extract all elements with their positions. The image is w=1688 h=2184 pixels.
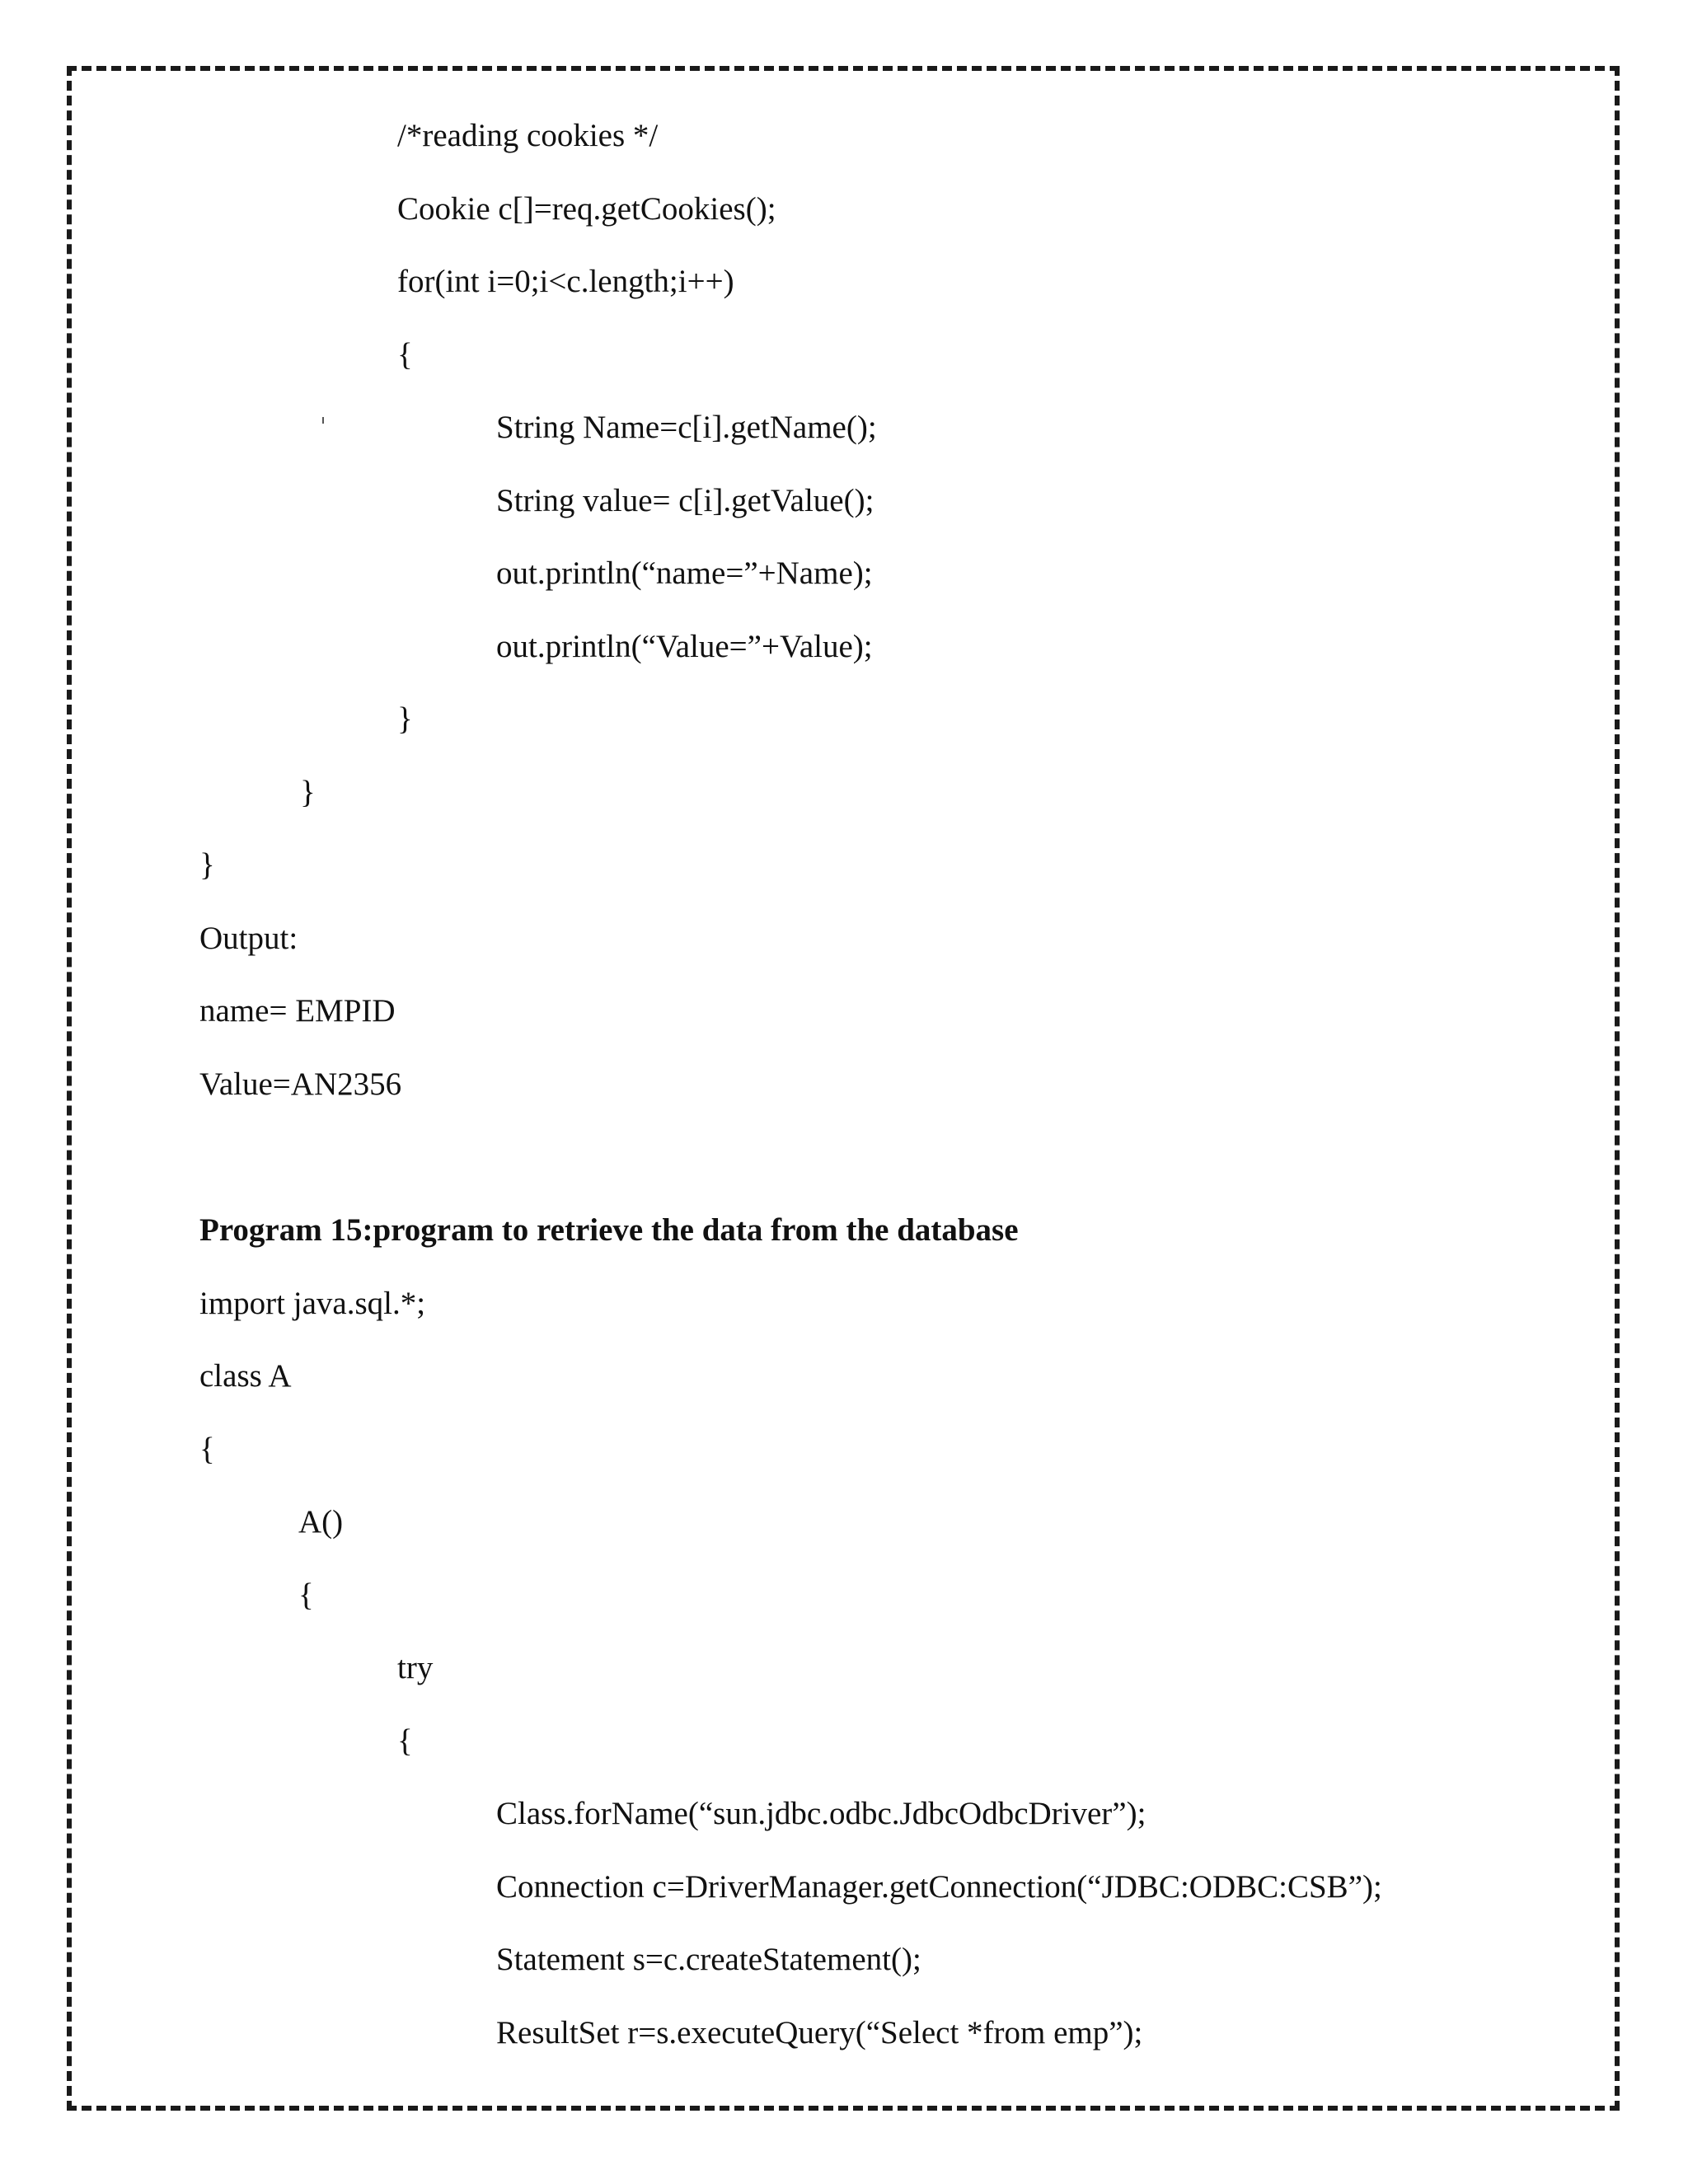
code-brace-open-class: {	[199, 1432, 215, 1467]
code-line-create-statement: Statement s=c.createStatement();	[496, 1942, 921, 1977]
code-comment-reading-cookies: /*reading cookies */	[397, 118, 659, 153]
output-label: Output:	[199, 921, 298, 956]
code-line-get-cookies: Cookie c[]=req.getCookies();	[397, 191, 776, 227]
code-line-class-forname: Class.forName(“sun.jdbc.odbc.JdbcOdbcDriver”);	[496, 1796, 1146, 1831]
code-line-import: import java.sql.*;	[199, 1286, 426, 1321]
stray-mark	[322, 417, 324, 424]
code-line-try: try	[397, 1650, 434, 1685]
code-brace-open-try: {	[397, 1723, 413, 1759]
code-line-get-name: String Name=c[i].getName();	[496, 410, 877, 445]
code-line-get-connection: Connection c=DriverManager.getConnection(“JDBC:ODBC:CSB”);	[496, 1869, 1382, 1905]
code-line-get-value: String value= c[i].getValue();	[496, 483, 874, 518]
code-brace-close-loop: }	[397, 701, 413, 737]
program-15-heading: Program 15:program to retrieve the data from the database	[199, 1212, 1019, 1248]
code-brace-open-loop: {	[397, 337, 413, 373]
code-line-for-loop: for(int i=0;i<c.length;i++)	[397, 264, 734, 299]
code-line-print-value: out.println(“Value=”+Value);	[496, 629, 873, 664]
code-brace-close-method: }	[300, 775, 316, 810]
output-value: Value=AN2356	[199, 1066, 402, 1102]
code-line-print-name: out.println(“name=”+Name);	[496, 555, 873, 591]
code-line-class-a: class A	[199, 1358, 292, 1394]
code-line-constructor: A()	[298, 1504, 344, 1540]
code-brace-close-class: }	[199, 847, 215, 883]
code-brace-open-constructor: {	[298, 1577, 314, 1613]
output-name: name= EMPID	[199, 993, 396, 1029]
code-line-execute-query: ResultSet r=s.executeQuery(“Select *from emp”);	[496, 2015, 1143, 2050]
